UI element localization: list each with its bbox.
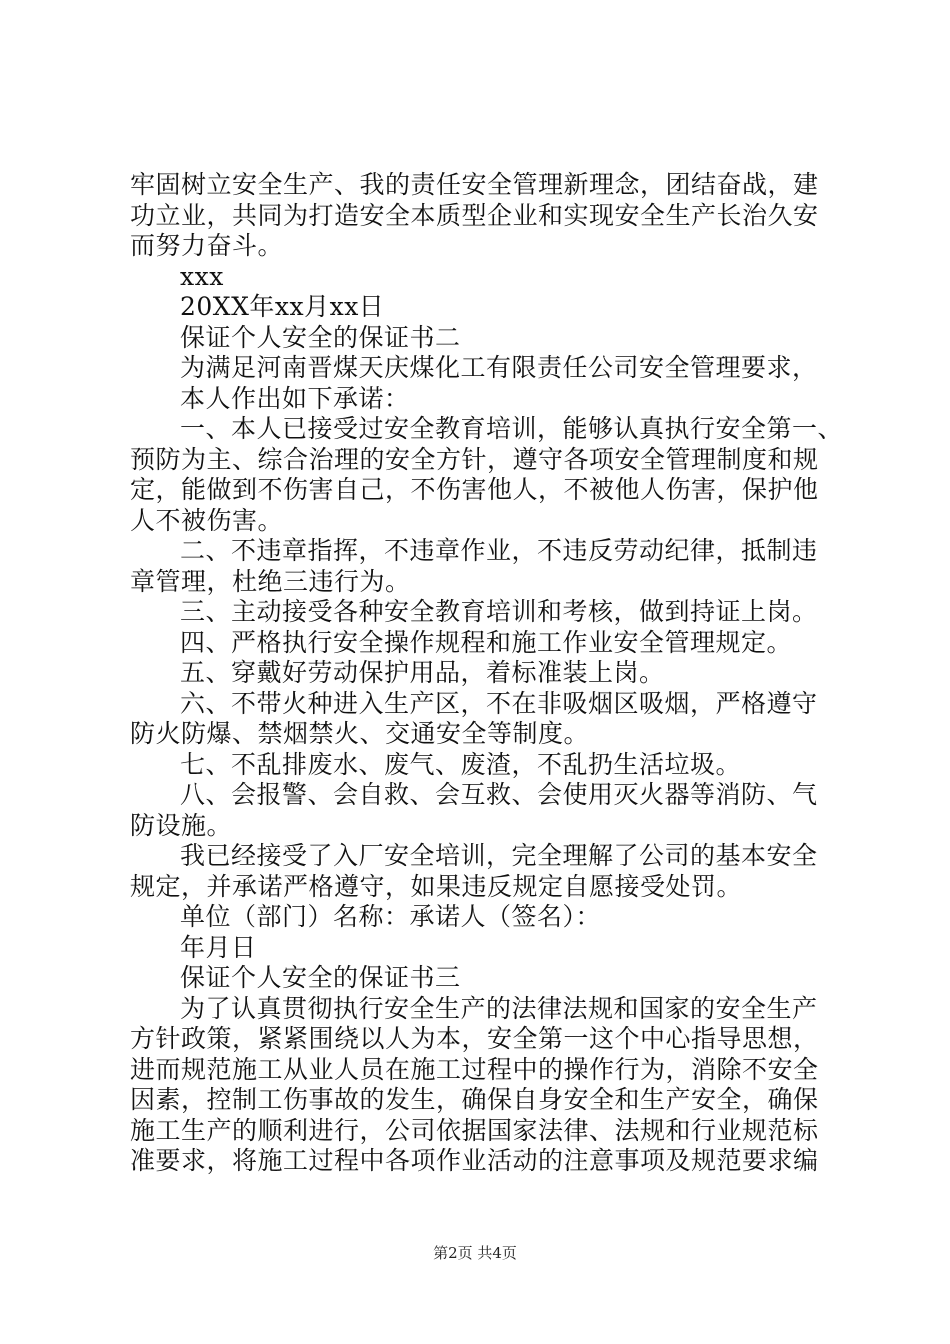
text-line: 人不被伤害。 xyxy=(130,505,284,535)
text-line: 我已经接受了入厂安全培训，完全理解了公司的基本安全 xyxy=(180,841,818,870)
text-line: 防设施。 xyxy=(130,810,233,840)
text-line: 二、不违章指挥，不违章作业，不违反劳动纪律，抵制违 xyxy=(180,536,818,565)
text-line: 三、主动接受各种安全教育培训和考核，做到持证上岗。 xyxy=(180,597,818,626)
document-body xyxy=(130,170,844,1177)
text-line: 年月日 xyxy=(180,932,257,962)
page-footer: 第2页 共4页 xyxy=(433,1244,517,1262)
text-line: 而努力奋斗。 xyxy=(130,231,284,260)
text-line: 六、不带火种进入生产区，不在非吸烟区吸烟，严格遵守 xyxy=(180,688,818,718)
text-line: 为了认真贯彻执行安全生产的法律法规和国家的安全生产 xyxy=(180,993,818,1023)
text-line: 单位（部门）名称：承诺人（签名）： xyxy=(180,902,602,931)
text-line: 20XX年xx月xx日 xyxy=(180,292,385,321)
text-line: xxx xyxy=(180,261,224,291)
text-line: 保证个人安全的保证书二 xyxy=(180,322,461,352)
text-line: 防火防爆、禁烟禁火、交通安全等制度。 xyxy=(130,719,590,748)
text-line: 定，能做到不伤害自己，不伤害他人，不被他人伤害，保护他 xyxy=(130,475,819,504)
text-line: 四、严格执行安全操作规程和施工作业安全管理规定。 xyxy=(180,627,793,657)
text-line: 进而规范施工从业人员在施工过程中的操作行为，消除不安全 xyxy=(130,1054,819,1084)
text-line: 因素，控制工伤事故的发生，确保自身安全和生产安全，确保 xyxy=(130,1085,819,1114)
text-line: 本人作出如下承诺： xyxy=(180,383,410,413)
text-line: 准要求，将施工过程中各项作业活动的注意事项及规范要求编 xyxy=(130,1146,819,1175)
text-line: 八、会报警、会自救、会互救、会使用灭火器等消防、气 xyxy=(180,780,818,809)
text-line: 功立业，共同为打造安全本质型企业和实现安全生产长治久安 xyxy=(130,200,819,230)
text-line: 施工生产的顺利进行，公司依据国家法律、法规和行业规范标 xyxy=(130,1115,819,1145)
text-line: 七、不乱排废水、废气、废渣，不乱扔生活垃圾。 xyxy=(180,749,742,779)
text-line: 方针政策，紧紧围绕以人为本，安全第一这个中心指导思想， xyxy=(130,1024,819,1053)
text-line: 一、本人已接受过安全教育培训，能够认真执行安全第一、 xyxy=(180,414,844,443)
text-line: 五、穿戴好劳动保护用品，着标准装上岗。 xyxy=(180,658,665,687)
text-line: 为满足河南晋煤天庆煤化工有限责任公司安全管理要求， xyxy=(180,353,818,382)
text-line: 牢固树立安全生产、我的责任安全管理新理念，团结奋战，建 xyxy=(130,170,819,199)
text-line: 规定，并承诺严格遵守，如果违反规定自愿接受处罚。 xyxy=(130,871,743,901)
text-line: 保证个人安全的保证书三 xyxy=(180,963,461,992)
text-line: 预防为主、综合治理的安全方针，遵守各项安全管理制度和规 xyxy=(130,444,819,474)
text-line: 章管理，杜绝三违行为。 xyxy=(130,566,411,596)
